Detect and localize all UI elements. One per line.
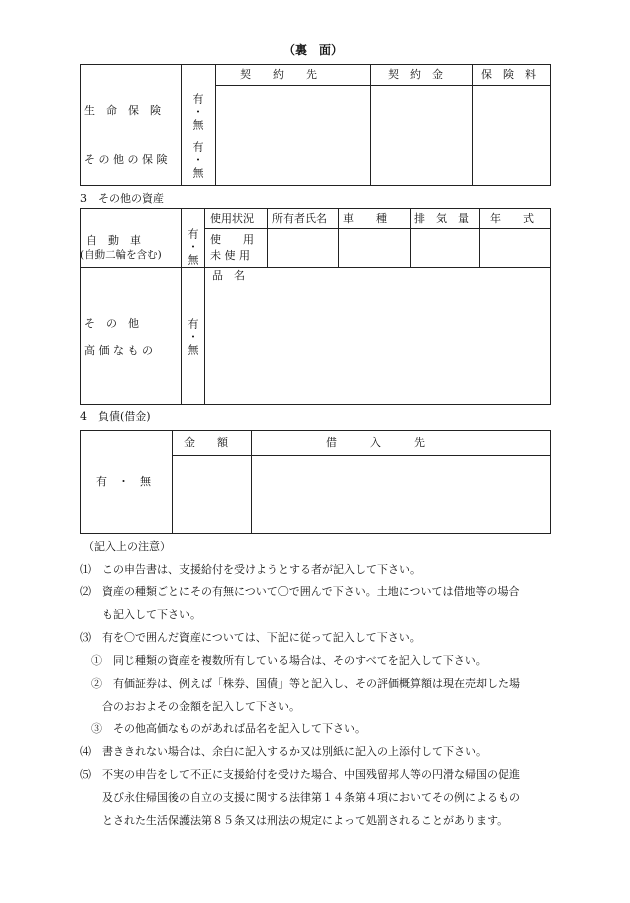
note-line: ⑴ この申告書は、支援給付を受けようとする者が記入して下さい。 xyxy=(80,563,421,576)
assets-col-divider xyxy=(479,208,480,267)
insurance-col-divider xyxy=(181,64,182,186)
usage-not-in-use: 未 使 用 xyxy=(210,249,250,262)
note-line: ⑵ 資産の種類ごとにその有無について〇で囲んで下さい。土地については借地等の場合 xyxy=(80,585,520,598)
assets-col-divider xyxy=(410,208,411,267)
insurance-col-divider xyxy=(472,64,473,186)
note-line: ③ その他高価なものがあれば品名を記入して下さい。 xyxy=(80,722,366,735)
assets-frame xyxy=(80,208,551,405)
section3-title: 3 その他の資産 xyxy=(80,192,164,205)
insurance-frame xyxy=(80,64,551,186)
note-line: ② 有価証券は、例えば「株券、国債」等と記入し、その評価概算額は現在売却した場 xyxy=(80,677,520,690)
car-label: 自 動 車 xyxy=(86,234,141,247)
other-valuables-label: そ の 他 xyxy=(84,317,139,330)
section4-title: 4 負債(借金) xyxy=(80,410,151,423)
header-lender: 借 入 先 xyxy=(326,436,425,449)
note-line: ⑷ 書ききれない場合は、余白に記入するか又は別紙に記入の上添付して下さい。 xyxy=(80,745,487,758)
flag-other-insurance: 有・無 xyxy=(191,141,204,180)
flag-debt: 有 ・ 無 xyxy=(96,475,151,488)
header-vehicle-type: 車 種 xyxy=(343,212,387,225)
page-title: （裏 面） xyxy=(283,43,344,57)
header-amount: 金 額 xyxy=(184,436,228,449)
item-name-label: 品 名 xyxy=(212,269,245,282)
flag-other-valuables: 有・無 xyxy=(186,318,199,357)
note-line: ⑶ 有を〇で囲んだ資産については、下記に従って記入して下さい。 xyxy=(80,631,421,644)
notes-title: （記入上の注意） xyxy=(83,540,171,553)
header-contract-amount: 契 約 金 xyxy=(388,68,443,81)
assets-row-divider xyxy=(80,267,551,268)
note-line: も記入して下さい。 xyxy=(80,608,201,621)
header-contractor: 契 約 先 xyxy=(240,68,317,81)
row-label-other-insurance: そ の 他 の 保 険 xyxy=(84,153,168,166)
debt-col-divider xyxy=(251,430,252,534)
assets-col-divider xyxy=(181,208,182,405)
assets-header-divider xyxy=(204,228,551,229)
note-line: 合のおおよその金額を記入して下さい。 xyxy=(80,700,300,713)
note-line: ① 同じ種類の資産を複数所有している場合は、そのすべてを記入して下さい。 xyxy=(80,654,487,667)
note-line: ⑸ 不実の申告をして不正に支援給付を受けた場合、中国残留邦人等の円滑な帰国の促進 xyxy=(80,768,520,781)
other-valuables-sublabel: 高 価 な も の xyxy=(84,344,153,357)
car-sublabel: (自動二輪を含む) xyxy=(80,249,162,261)
header-model-year: 年 式 xyxy=(490,212,534,225)
flag-car: 有・無 xyxy=(186,228,199,267)
note-line: 及び永住帰国後の自立の支援に関する法律第１４条第４項においてその例によるもの xyxy=(80,791,520,804)
note-line: とされた生活保護法第８５条又は刑法の規定によって処罰されることがあります。 xyxy=(80,814,509,827)
header-usage: 使用状況 xyxy=(210,212,254,225)
assets-col-divider xyxy=(267,208,268,267)
debt-header-divider xyxy=(172,455,551,456)
header-displacement: 排 気 量 xyxy=(414,212,469,225)
flag-life-insurance: 有・無 xyxy=(191,93,204,132)
debt-col-divider xyxy=(172,430,173,534)
insurance-col-divider xyxy=(370,64,371,186)
insurance-col-divider xyxy=(215,64,216,186)
header-premium: 保 険 料 xyxy=(481,68,536,81)
assets-col-divider xyxy=(338,208,339,267)
assets-col-divider xyxy=(204,208,205,405)
row-label-life-insurance: 生 命 保 険 xyxy=(84,104,161,117)
header-owner: 所有者氏名 xyxy=(272,212,327,225)
insurance-header-divider xyxy=(215,85,551,86)
usage-in-use: 使 用 xyxy=(210,233,254,246)
